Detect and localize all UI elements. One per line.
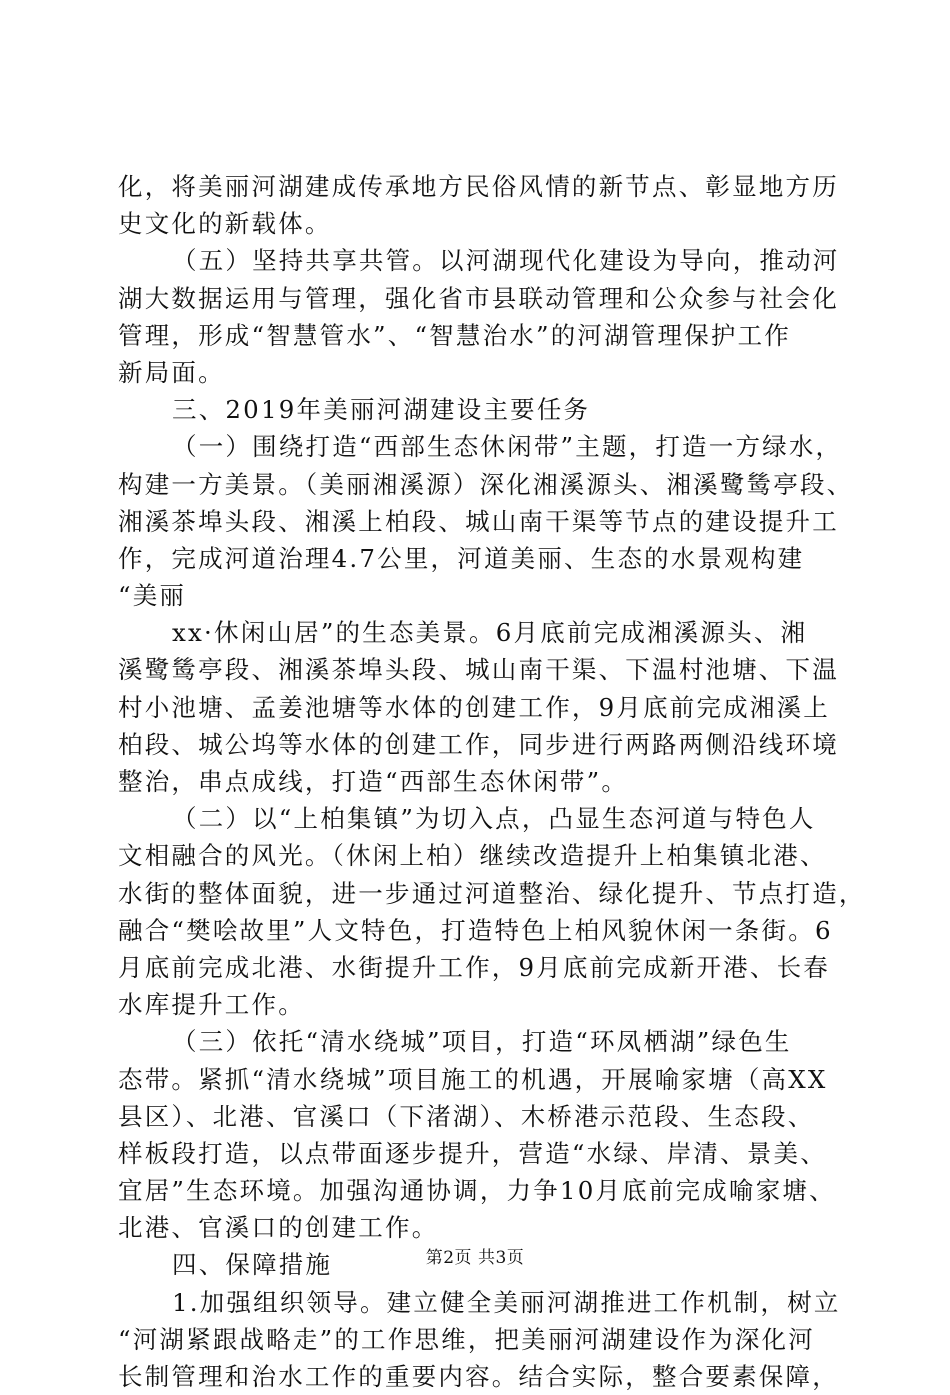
text-line: 史文化的新载体。	[118, 209, 332, 239]
paragraph-heading: （三）依托“清水绕城”项目，打造“环凤栖湖”绿色生	[172, 1027, 792, 1057]
text-line: 文相融合的风光。（休闲上柏）继续改造提升上柏集镇北港、	[118, 841, 827, 871]
section-heading: 三、2019年美丽河湖建设主要任务	[172, 395, 591, 425]
text-line: 湘溪茶埠头段、湘溪上柏段、城山南干渠等节点的建设提升工	[118, 506, 839, 536]
text-line: “美丽	[118, 581, 187, 611]
document-body	[118, 168, 866, 1395]
text-line: 柏段、城公坞等水体的创建工作，同步进行两路两侧沿线环境	[118, 729, 839, 759]
text-line: 态带。紧抓“清水绕城”项目施工的机遇，开展喻家塘（高XX	[118, 1064, 828, 1094]
text-line: 湖大数据运用与管理，强化省市县联动管理和公众参与社会化	[118, 283, 839, 313]
section-heading: 四、保障措施	[172, 1250, 333, 1280]
text-line: 溪鹭鸶亭段、湘溪茶埠头段、城山南干渠、下温村池塘、下温	[118, 655, 839, 685]
text-line: 样板段打造，以点带面逐步提升，营造“水绿、岸清、景美、	[118, 1138, 827, 1168]
page-number-footer: 第2页 共3页	[425, 1248, 525, 1268]
text-line: 长制管理和治水工作的重要内容。结合实际，整合要素保障，	[118, 1362, 839, 1391]
paragraph-heading: （二）以“上柏集镇”为切入点，凸显生态河道与特色人	[172, 804, 816, 834]
text-line: 作，完成河道治理4.7公里，河道美丽、生态的水景观构建	[118, 543, 805, 573]
text-line: 化，将美丽河湖建成传承地方民俗风情的新节点、彰显地方历	[118, 172, 839, 201]
text-line: “河湖紧跟战略走”的工作思维，把美丽河湖建设作为深化河	[118, 1324, 815, 1354]
text-line: 宜居”生态环境。加强沟通协调，力争10月底前完成喻家塘、	[118, 1176, 836, 1206]
text-line: 新局面。	[118, 357, 225, 387]
paragraph-heading: （一）围绕打造“西部生态休闲带”主题，打造一方绿水，	[172, 432, 843, 462]
text-line: 北港、官溪口的创建工作。	[118, 1213, 439, 1243]
paragraph-heading: （五）坚持共享共管。以河湖现代化建设为导向，推动河	[172, 246, 840, 276]
text-line: 县区）、北港、官溪口（下渚湖）、木桥港示范段、生态段、	[118, 1101, 815, 1131]
text-line: 融合“樊哙故里”人文特色，打造特色上柏风貌休闲一条街。6	[118, 915, 833, 945]
text-line: 构建一方美景。（美丽湘溪源）深化湘溪源头、湘溪鹭鸶亭段、	[118, 469, 854, 499]
text-line: xx·休闲山居”的生态美景。6月底前完成湘溪源头、湘	[172, 618, 808, 648]
text-line: 整治，串点成线，打造“西部生态休闲带”。	[118, 767, 629, 796]
text-line: 管理，形成“智慧管水”、“智慧治水”的河湖管理保护工作	[118, 320, 791, 350]
text-line: 村小池塘、孟姜池塘等水体的创建工作，9月底前完成湘溪上	[118, 692, 830, 722]
paragraph-heading: 1.加强组织领导。建立健全美丽河湖推进工作机制，树立	[172, 1287, 841, 1317]
text-line: 水街的整体面貌，进一步通过河道整治、绿化提升、节点打造，	[118, 878, 866, 908]
text-line: 月底前完成北港、水街提升工作，9月底前完成新开港、长春	[118, 952, 830, 982]
text-line: 水库提升工作。	[118, 990, 305, 1020]
